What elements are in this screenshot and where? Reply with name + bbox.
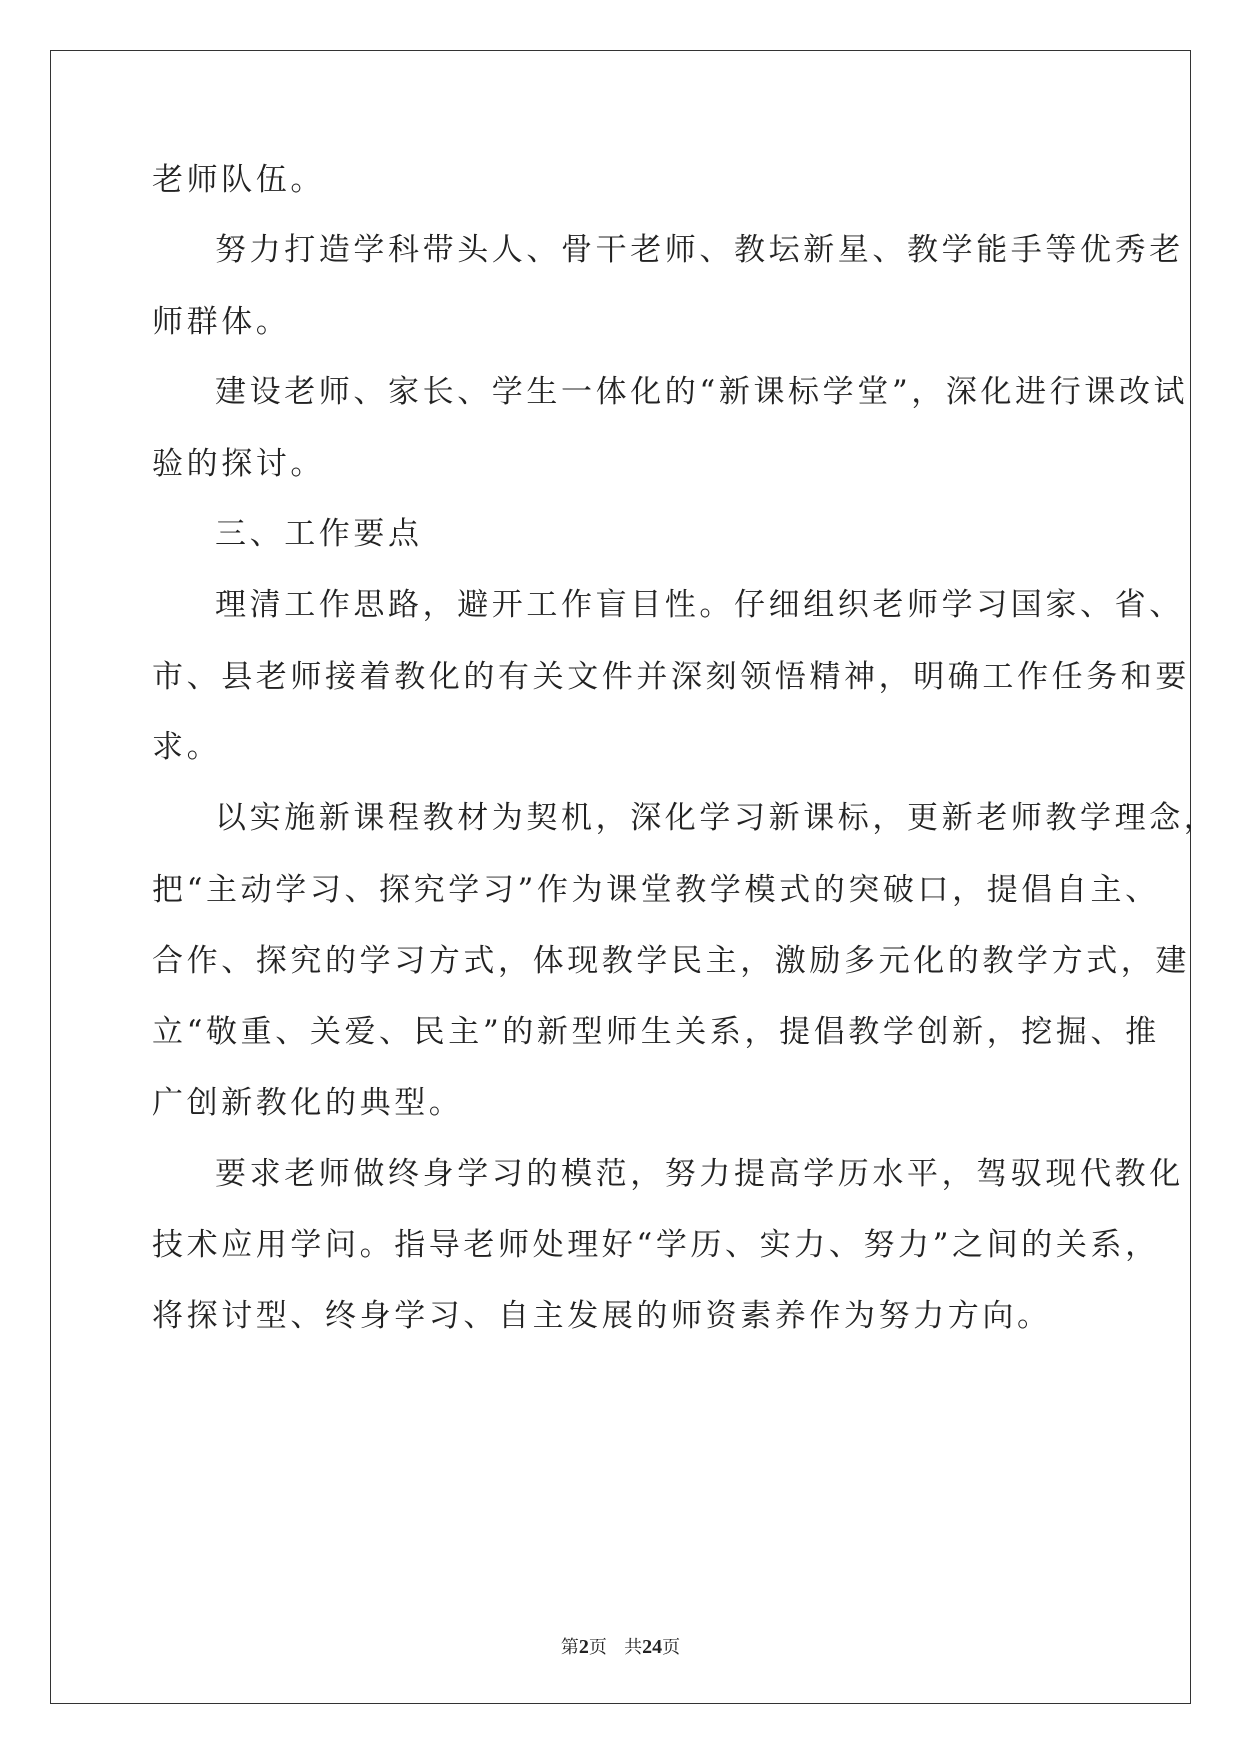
page-number: 2 <box>578 1636 589 1658</box>
total-pages: 24 <box>642 1636 663 1658</box>
page-footer <box>0 1633 1241 1659</box>
page-prefix: 第 <box>560 1637 579 1658</box>
page-suffix: 页 <box>588 1637 607 1658</box>
text-line: 把“主动学习、探究学习”作为课堂教学模式的突破口，提倡自主、 <box>152 872 1160 908</box>
text-line: 师群体。 <box>152 304 291 340</box>
text-line: 市、县老师接着教化的有关文件并深刻领悟精神，明确工作任务和要 <box>152 659 1190 695</box>
text-line: 立“敬重、关爱、民主”的新型师生关系，提倡教学创新，挖掘、推 <box>152 1014 1160 1050</box>
text-line: 合作、探究的学习方式，体现教学民主，激励多元化的教学方式，建 <box>152 943 1190 979</box>
text-line: 验的探讨。 <box>152 446 325 482</box>
paragraph-line: 努力打造学科带头人、骨干老师、教坛新星、教学能手等优秀老 <box>215 232 1184 268</box>
text-line: 将探讨型、终身学习、自主发展的师资素养作为努力方向。 <box>152 1298 1052 1334</box>
section-heading: 三、工作要点 <box>215 516 423 552</box>
paragraph-line: 理清工作思路，避开工作盲目性。仔细组织老师学习国家、省、 <box>215 587 1184 623</box>
paragraph-line: 以实施新课程教材为契机，深化学习新课标，更新老师教学理念， <box>215 800 1219 836</box>
text-line: 广创新教化的典型。 <box>152 1085 464 1121</box>
text-line: 老师队伍。 <box>152 162 325 198</box>
total-prefix: 共 <box>624 1637 643 1658</box>
paragraph-line: 要求老师做终身学习的模范，努力提高学历水平，驾驭现代教化 <box>215 1156 1184 1192</box>
text-line: 求。 <box>152 729 222 765</box>
text-line: 技术应用学问。指导老师处理好“学历、实力、努力”之间的关系， <box>152 1227 1160 1263</box>
total-suffix: 页 <box>662 1637 681 1658</box>
paragraph-line: 建设老师、家长、学生一体化的“新课标学堂”，深化进行课改试 <box>215 374 1189 410</box>
